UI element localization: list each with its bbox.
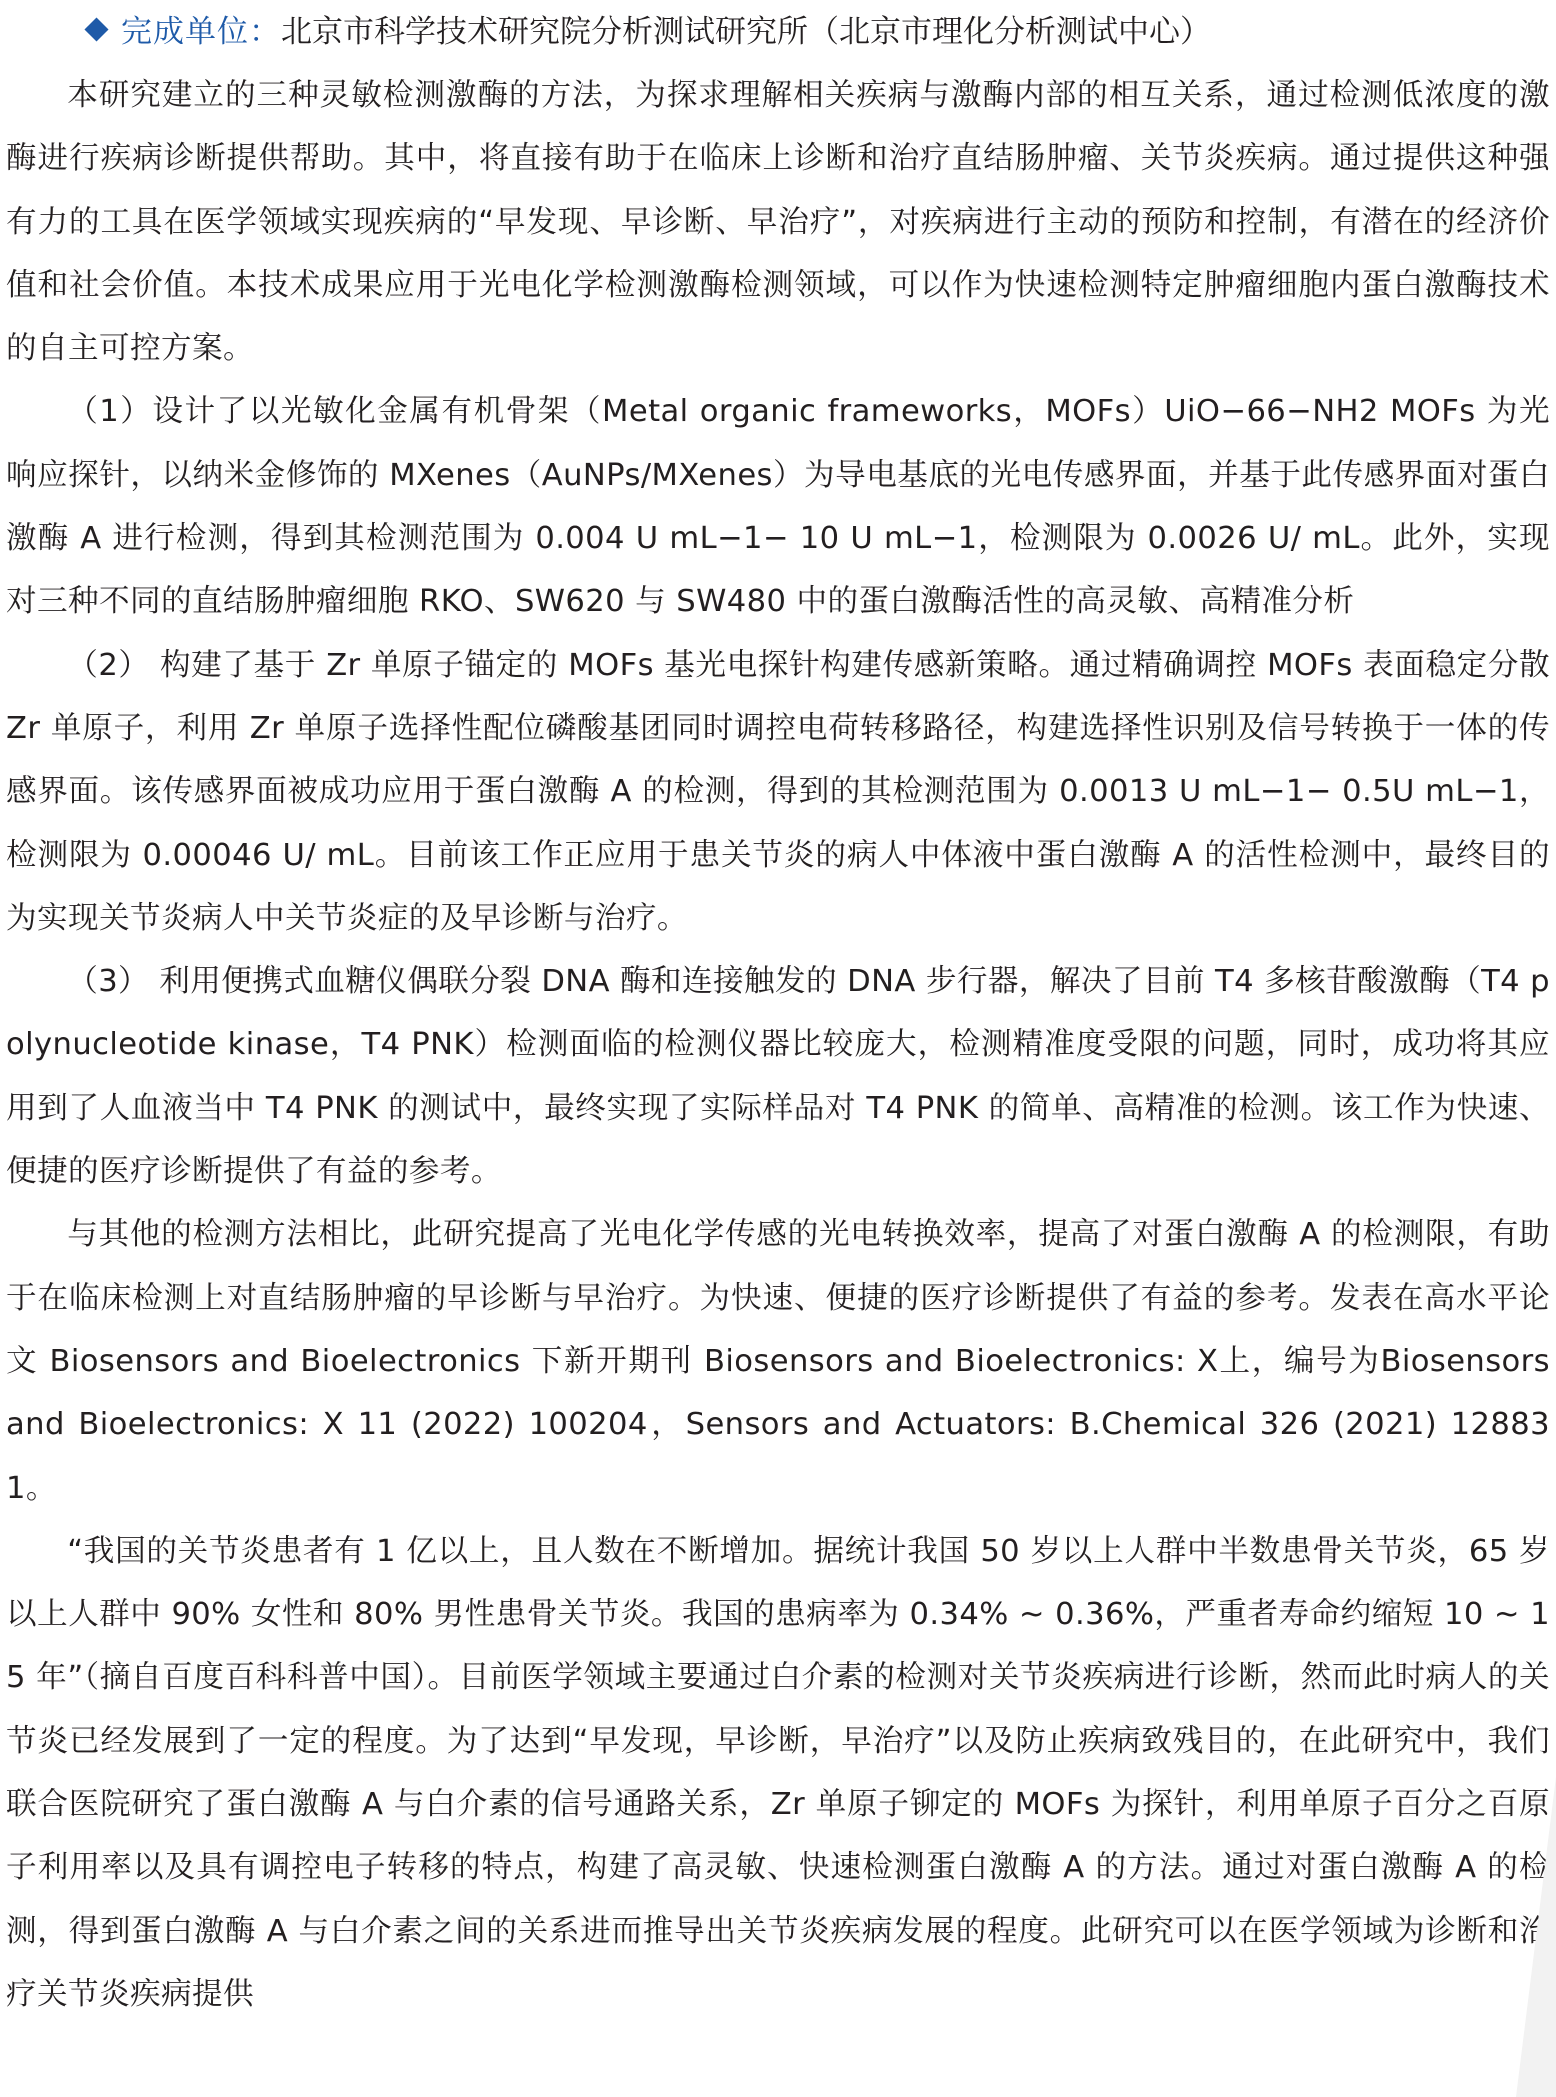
completion-unit-line xyxy=(6,0,1550,64)
paragraph-item-1: （1）设计了以光敏化金属有机骨架（Metal organic frameworks，MOFs）UiO−66−NH2 MOFs 为光响应探针，以纳米金修饰的 MXenes（AuNPs/MXenes）为导电基底的光电传感界面，并基于此传感界面对蛋白激酶 A 进行检测，得到其检测范围为 0.004 U mL−1− 10 U mL−1，检测限为 0.0026 U/ mL。此外，实现对三种不同的直结肠肿瘤细胞 RKO、SW620 与 SW480 中的蛋白激酶活性的高灵敏、高精准分析 xyxy=(6,394,1550,620)
diamond-icon xyxy=(84,17,108,41)
paragraph-comparison: 与其他的检测方法相比，此研究提高了光电化学传感的光电转换效率，提高了对蛋白激酶 A 的检测限，有助于在临床检测上对直结肠肿瘤的早诊断与早治疗。为快速、便捷的医疗诊断提供了有益的参考。发表在高水平论文 Biosensors and Bioelectronics 下新开期刊 Biosensors and Bioelectronics: X上，编号为Biosensors and Bioelectronics: X 11 (2022) 100204，Sensors and Actuators: B.Chemical 326 (2021) 128831。 xyxy=(6,1217,1550,1506)
page-corner-decoration xyxy=(1516,1777,1556,2097)
completion-unit-label: 完成单位： xyxy=(121,14,281,50)
paragraph-intro: 本研究建立的三种灵敏检测激酶的方法，为探求理解相关疾病与激酶内部的相互关系，通过检测低浓度的激酶进行疾病诊断提供帮助。其中，将直接有助于在临床上诊断和治疗直结肠肿瘤、关节炎疾病。通过提供这种强有力的工具在医学领域实现疾病的“早发现、早诊断、早治疗”，对疾病进行主动的预防和控制，有潜在的经济价值和社会价值。本技术成果应用于光电化学检测激酶检测领域，可以作为快速检测特定肿瘤细胞内蛋白激酶技术的自主可控方案。 xyxy=(6,78,1550,367)
completion-unit-value: 北京市科学技术研究院分析测试研究所（北京市理化分析测试中心） xyxy=(281,14,1211,50)
document-page xyxy=(6,0,1550,2026)
paragraph-item-3: （3） 利用便携式血糖仪偶联分裂 DNA 酶和连接触发的 DNA 步行器，解决了目前 T4 多核苷酸激酶（T4 polynucleotide kinase，T4 PNK）检测面临的检测仪器比较庞大，检测精准度受限的问题，同时，成功将其应用到了人血液当中 T4 PNK 的测试中，最终实现了实际样品对 T4 PNK 的简单、高精准的检测。该工作为快速、便捷的医疗诊断提供了有益的参考。 xyxy=(6,964,1550,1190)
paragraph-background: “我国的关节炎患者有 1 亿以上，且人数在不断增加。据统计我国 50 岁以上人群中半数患骨关节炎，65 岁以上人群中 90% 女性和 80% 男性患骨关节炎。我国的患病率为 0.34% ~ 0.36%，严重者寿命约缩短 10 ~ 15 年”（摘自百度百科科普中国）。目前医学领域主要通过白介素的检测对关节炎疾病进行诊断，然而此时病人的关节炎已经发展到了一定的程度。为了达到“早发现，早诊断，早治疗”以及防止疾病致残目的，在此研究中，我们联合医院研究了蛋白激酶 A 与白介素的信号通路关系，Zr 单原子铆定的 MOFs 为探针，利用单原子百分之百原子利用率以及具有调控电子转移的特点，构建了高灵敏、快速检测蛋白激酶 A 的方法。通过对蛋白激酶 A 的检测，得到蛋白激酶 A 与白介素之间的关系进而推导出关节炎疾病发展的程度。此研究可以在医学领域为诊断和治疗关节炎疾病提供 xyxy=(6,1533,1550,2012)
paragraph-item-2: （2） 构建了基于 Zr 单原子锚定的 MOFs 基光电探针构建传感新策略。通过精确调控 MOFs 表面稳定分散 Zr 单原子，利用 Zr 单原子选择性配位磷酸基团同时调控电荷转移路径，构建选择性识别及信号转换于一体的传感界面。该传感界面被成功应用于蛋白激酶 A 的检测，得到的其检测范围为 0.0013 U mL−1− 0.5U mL−1，检测限为 0.00046 U/ mL。目前该工作正应用于患关节炎的病人中体液中蛋白激酶 A 的活性检测中，最终目的为实现关节炎病人中关节炎症的及早诊断与治疗。 xyxy=(6,647,1550,936)
